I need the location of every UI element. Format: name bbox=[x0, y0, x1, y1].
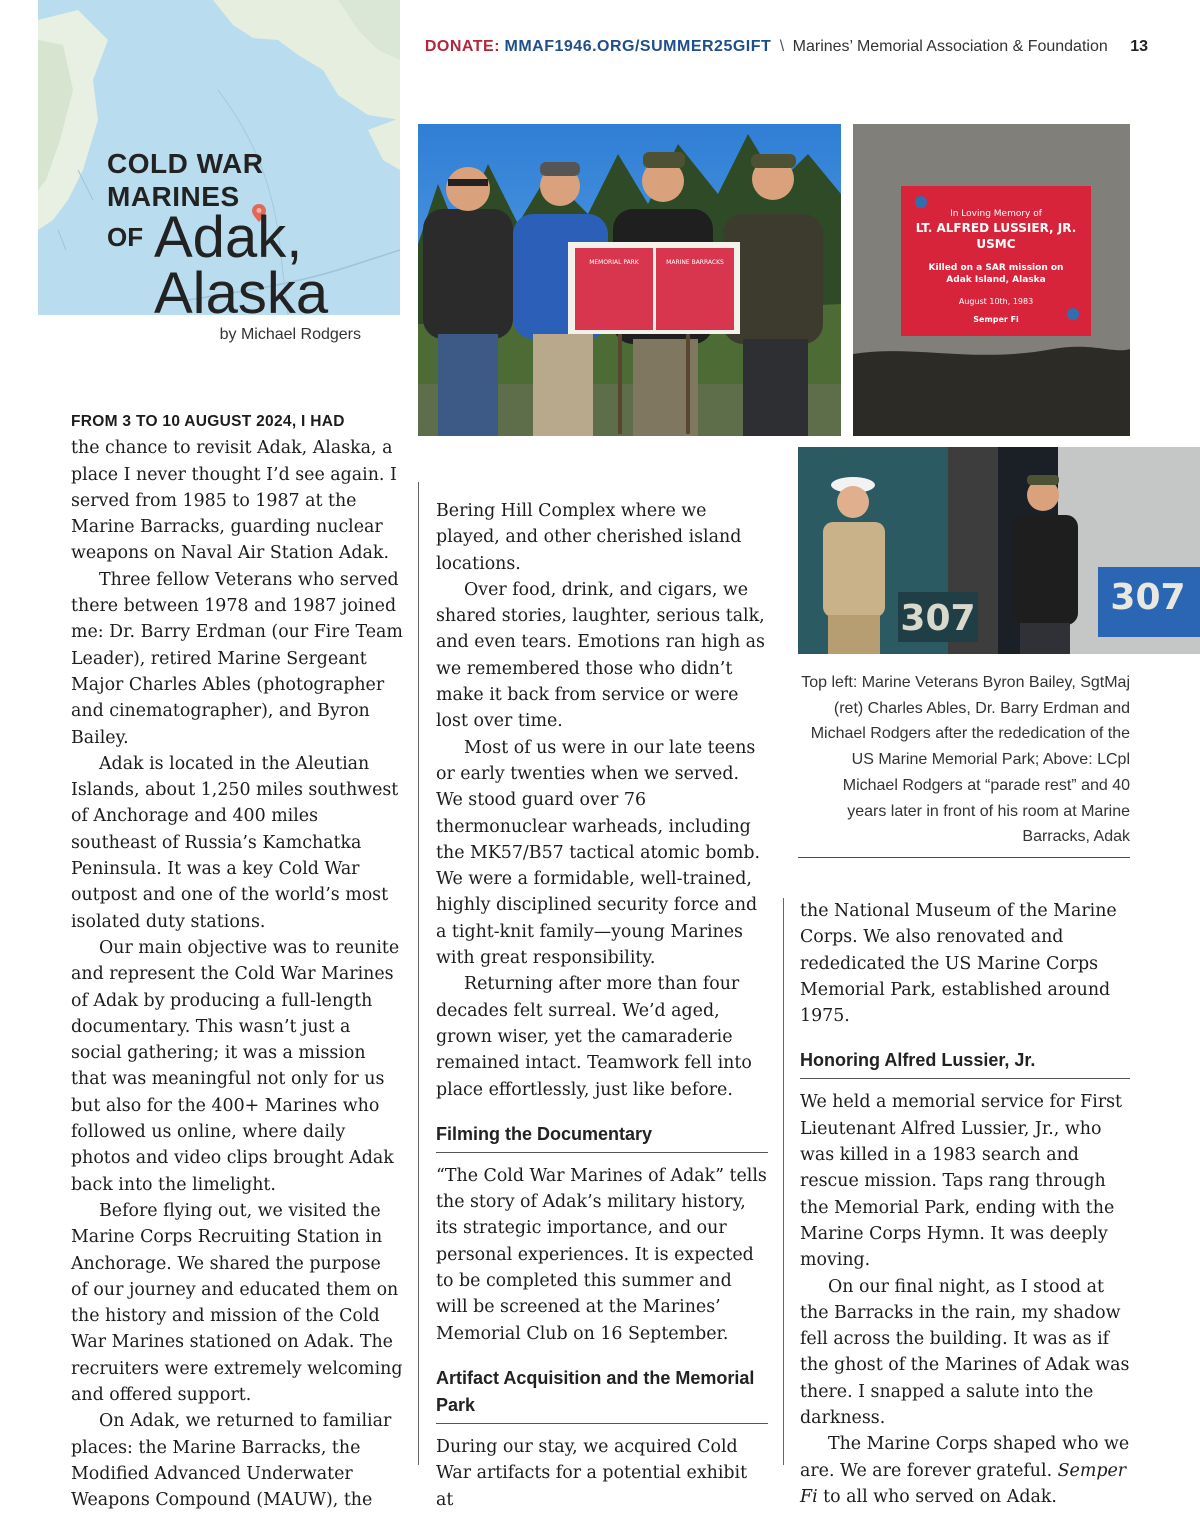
plaque-line-5: Adak Island, Alaska bbox=[946, 275, 1046, 285]
paragraph-2: Three fellow Veterans who served there between 1978 and 1987 joined me: Dr. Barry Erdman (our Fire Team Leader), retired Marine Sergeant Major Charles Ables (photographer and cinematographer), and Byron Bailey. bbox=[71, 569, 403, 748]
paragraph-11: “The Cold War Marines of Adak” tells the story of Adak’s military history, its strategic importance, and our personal experiences. It is expected to be completed this summer and will be screened at the Marines’ Memorial Club on 16 September. bbox=[436, 1165, 767, 1344]
paragraph-7: Bering Hill Complex where we played, and other cherished island locations. bbox=[436, 501, 742, 574]
byline: by Michael Rodgers bbox=[219, 326, 361, 343]
paragraph-14: We held a memorial service for First Lieutenant Alfred Lussier, Jr., who was killed in a 1983 search and rescue mission. Taps rang through the Memorial Park, ending with the Marine Corps Hymn. It was deeply moving. bbox=[800, 1092, 1123, 1271]
subhead-filming: Filming the Documentary bbox=[436, 1121, 768, 1153]
paragraph-10: Returning after more than four decades felt surreal. We’d aged, grown wiser, yet the camaraderie remained intact. Teamwork fell into place effortlessly, just like before. bbox=[436, 974, 752, 1100]
paragraph-13: the National Museum of the Marine Corps. We also renovated and rededicated the US Marine Corps Memorial Park, established around 1975. bbox=[800, 901, 1117, 1027]
organization-name: Marines’ Memorial Association & Foundation bbox=[792, 38, 1108, 55]
plaque-line-6: August 10th, 1983 bbox=[958, 297, 1034, 306]
body-column-2 bbox=[436, 498, 768, 1513]
photo-memorial-plaque bbox=[853, 124, 1130, 436]
title-line-1: COLD WAR bbox=[107, 148, 264, 179]
paragraph-4: Our main objective was to reunite and represent the Cold War Marines of Adak by producing a full-length documentary. This wasn’t just a social gathering; it was a mission that was meaningful not only for us but also for the 400+ Marines who followed us online, where daily photos and video clips brought Adak back into the limelight. bbox=[71, 937, 400, 1195]
donate-label: DONATE: bbox=[424, 38, 501, 55]
paragraph-3: Adak is located in the Aleutian Islands, about 1,250 miles southwest of Anchorage and 400 miles southeast of Russia’s Kamchatka Peninsula. It was a key Cold War outpost and one of the world’s most isolated duty stations. bbox=[71, 753, 399, 932]
plaque-line-4: Killed on a SAR mission on bbox=[928, 263, 1064, 273]
photo-then-and-now bbox=[798, 447, 1200, 654]
lead-in: FROM 3 TO 10 AUGUST 2024, I HAD bbox=[71, 413, 345, 430]
page-header bbox=[425, 38, 1148, 56]
paragraph-8: Over food, drink, and cigars, we shared stories, laughter, serious talk, and even tears. Emotions ran high as we remembered those who didn’t make it back from service or were lost over time. bbox=[436, 579, 765, 732]
paragraph-5: Before flying out, we visited the Marine Corps Recruiting Station in Anchorage. We shared the purpose of our journey and educated them on the history and mission of the Cold War Marines stationed on Adak. The recruiters were extremely welcoming and offered support. bbox=[71, 1200, 403, 1405]
body-column-3 bbox=[800, 898, 1130, 1510]
column-divider-2 bbox=[783, 898, 784, 1465]
paragraph-6: On Adak, we returned to familiar places: the Marine Barracks, the Modified Advanced Underwater Weapons Compound (MAUW), the bbox=[71, 1411, 392, 1511]
photo-veterans-memorial-sign bbox=[418, 124, 841, 436]
title-line-2: MARINES bbox=[107, 181, 240, 212]
caption-divider bbox=[798, 857, 1130, 858]
plaque-line-1: In Loving Memory of bbox=[950, 209, 1042, 219]
sign-memorial-park-text: MEMORIAL PARK bbox=[589, 259, 639, 266]
subhead-honoring: Honoring Alfred Lussier, Jr. bbox=[800, 1047, 1130, 1079]
closing-text: The Marine Corps shaped who we are. We are forever grateful. bbox=[800, 1434, 1130, 1481]
column-divider-1 bbox=[418, 482, 419, 1465]
plaque-line-7: Semper Fi bbox=[973, 315, 1019, 324]
sign-barracks-text: MARINE BARRACKS bbox=[666, 259, 724, 266]
closing-end: to all who served on Adak. bbox=[823, 1486, 1057, 1507]
paragraph-12: During our stay, we acquired Cold War artifacts for a potential exhibit at bbox=[436, 1436, 748, 1510]
donate-link[interactable]: MMAF1946.ORG/SUMMER25GIFT bbox=[504, 38, 772, 55]
paragraph-15: On our final night, as I stood at the Barracks in the rain, my shadow fell across the building. It was as if the ghost of the Marines of Adak was there. I snapped a salute into the darkness. bbox=[800, 1276, 1130, 1429]
header-separator: \ bbox=[779, 38, 785, 55]
title-of: OF bbox=[107, 222, 144, 252]
plaque-line-3: USMC bbox=[976, 237, 1016, 251]
paragraph-1: the chance to revisit Adak, Alaska, a place I never thought I’d see again. I served from 1985 to 1987 at the Marine Barracks, guarding nuclear weapons on Naval Air Station Adak. bbox=[71, 438, 397, 564]
subhead-artifact: Artifact Acquisition and the Memorial Park bbox=[436, 1365, 768, 1424]
body-column-1 bbox=[71, 408, 403, 1513]
room-number-right: 307 bbox=[1110, 577, 1186, 618]
semper-fi: Semper Fi bbox=[800, 1460, 1127, 1507]
title-place-2: Alaska bbox=[154, 261, 329, 326]
plaque-line-2: LT. ALFRED LUSSIER, JR. bbox=[915, 221, 1077, 235]
page-number: 13 bbox=[1130, 38, 1148, 55]
paragraph-9: Most of us were in our late teens or early twenties when we served. We stood guard over 76 thermonuclear warheads, including the MK57/B57 tactical atomic bomb. We were a formidable, well-trained, highly disciplined security force and a tight-knit family—young Marines with great responsibility. bbox=[436, 737, 760, 969]
title-place-1: Adak, bbox=[154, 205, 303, 270]
paragraph-16 bbox=[800, 1431, 1130, 1510]
lead-paragraph bbox=[71, 408, 403, 567]
room-number-left: 307 bbox=[900, 598, 976, 639]
photo-caption: Top left: Marine Veterans Byron Bailey, SgtMaj (ret) Charles Ables, Dr. Barry Erdman and Michael Rodgers after the rededication of the US Marine Memorial Park; Above: LCpl Michael Rodgers at “parade rest” and 40 years later in front of his room at Marine Barracks, Adak bbox=[801, 674, 1130, 846]
